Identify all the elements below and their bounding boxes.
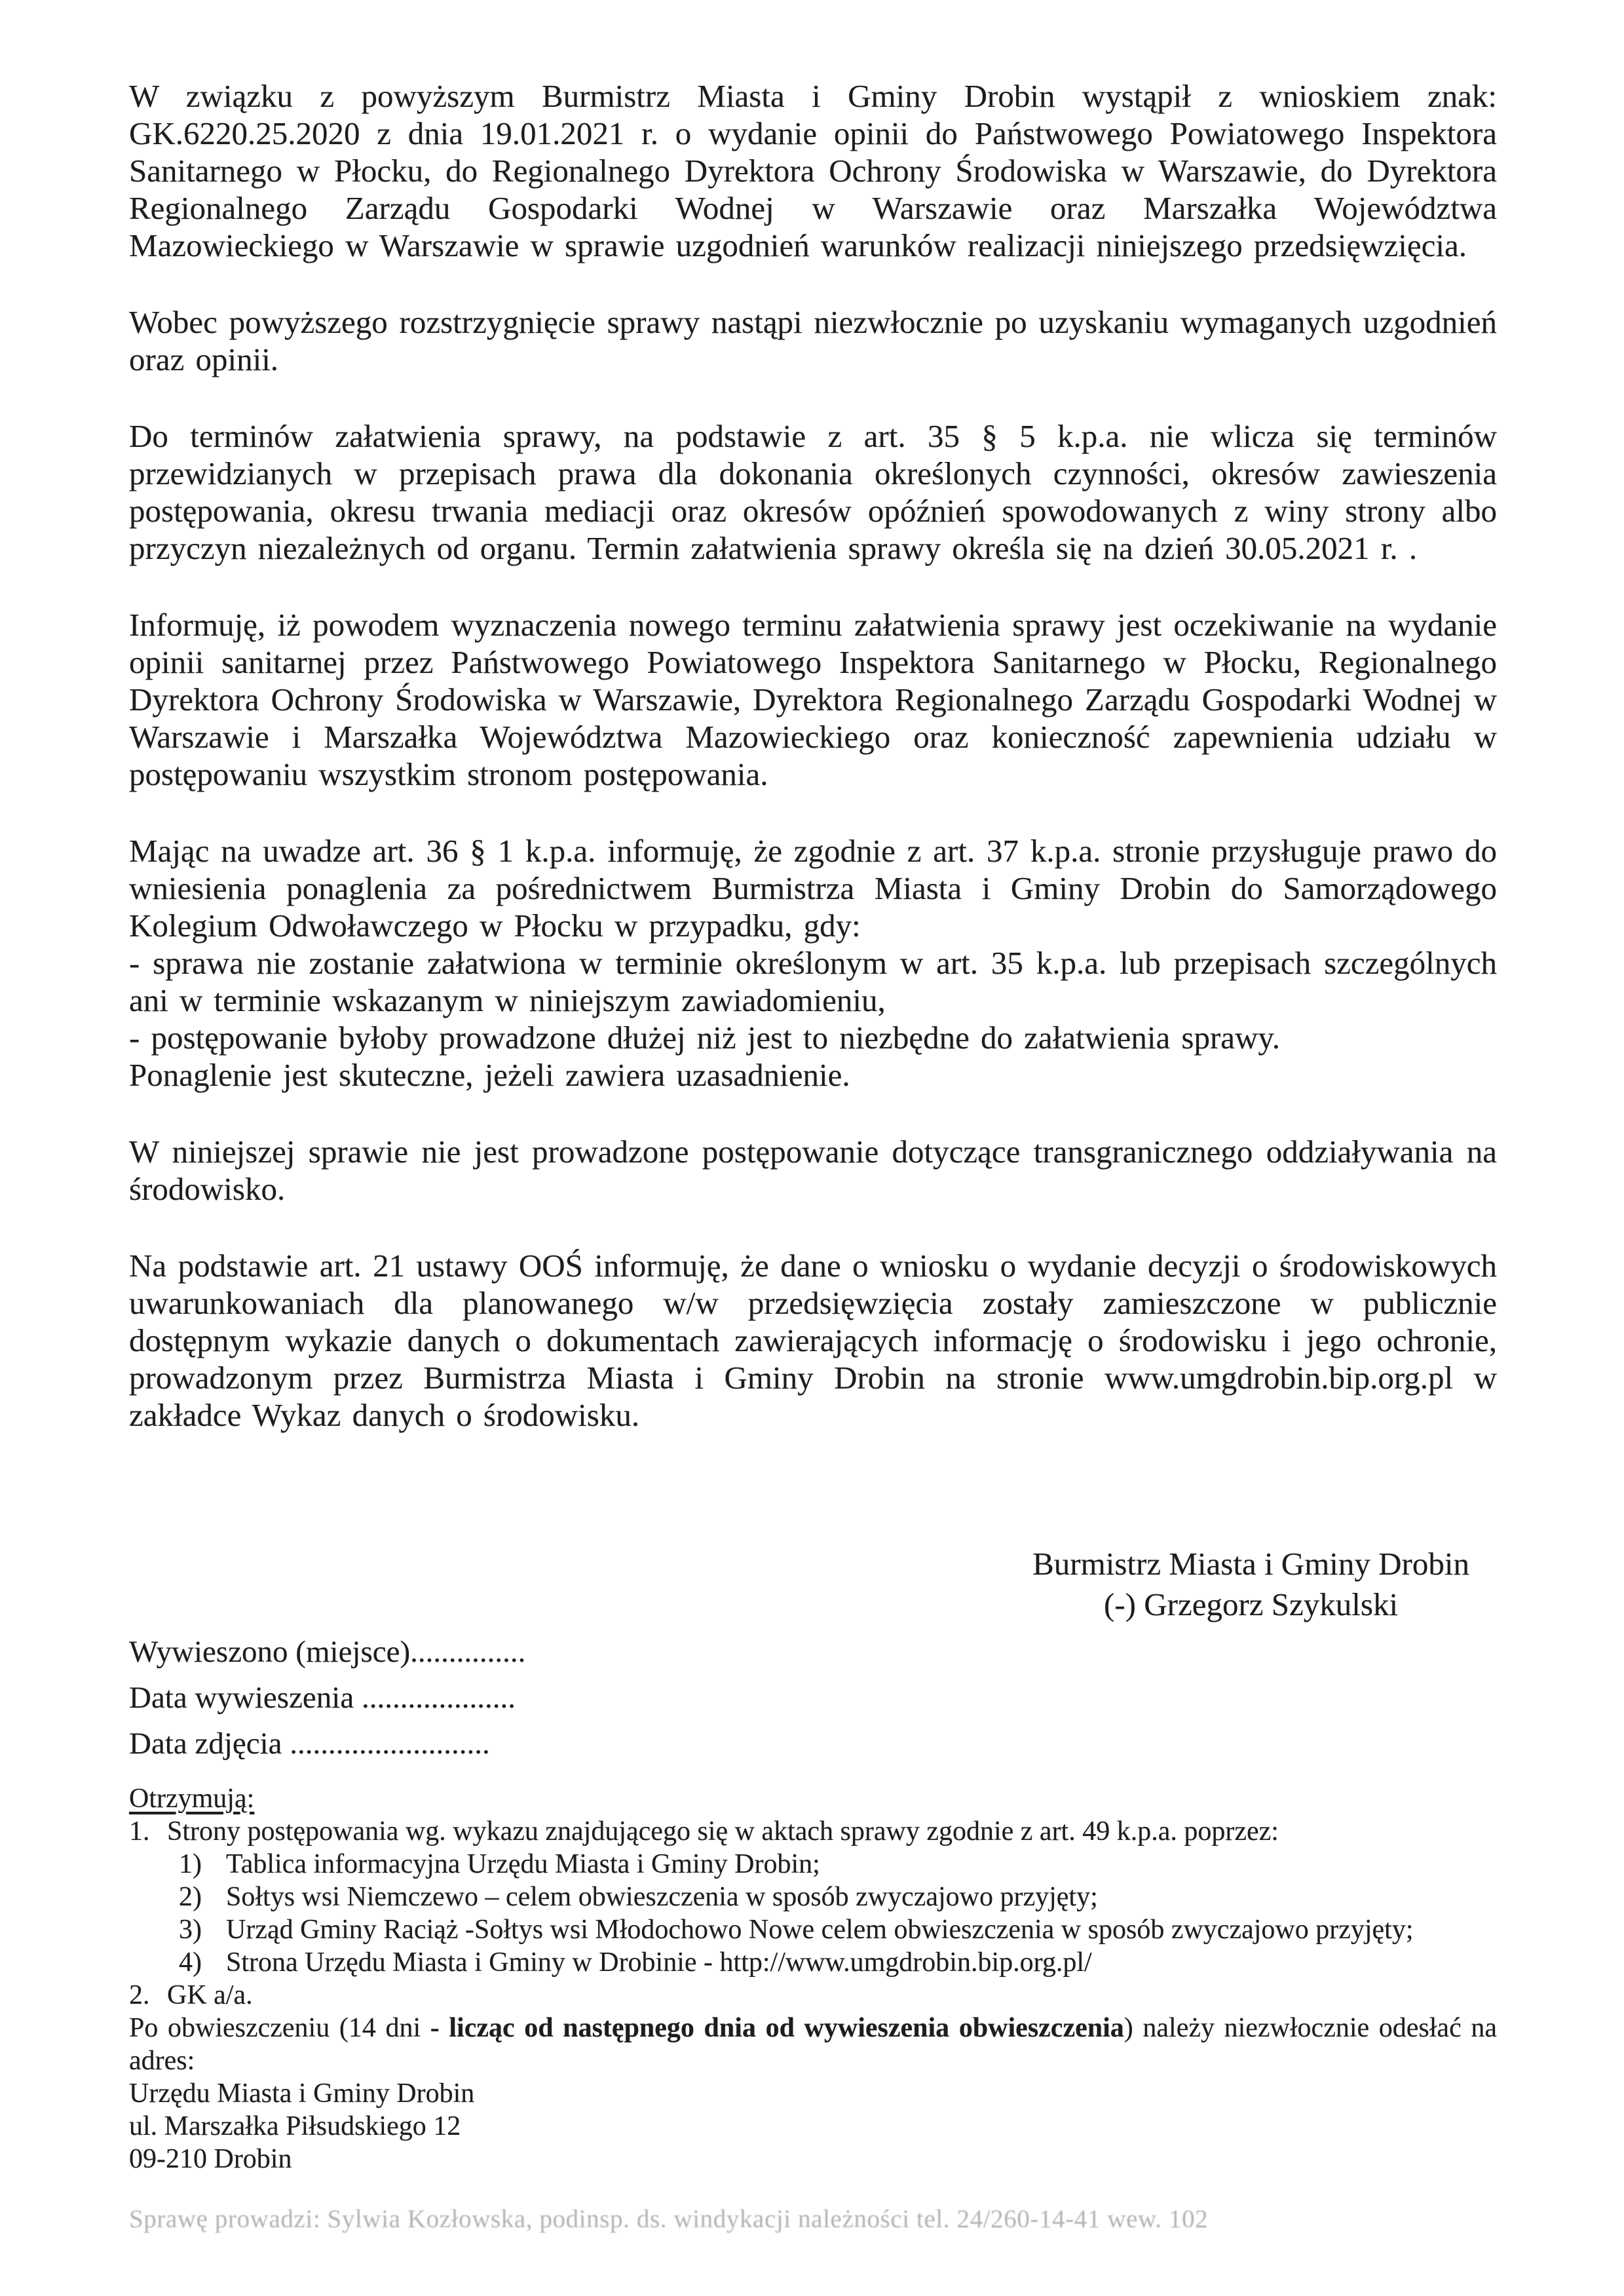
return-address-line-1: Urzędu Miasta i Gminy Drobin — [129, 2078, 475, 2109]
recipient-subitem-text: Urząd Gminy Raciąż -Sołtys wsi Młodochowo Nowe celem obwieszczenia w sposób zwyczajowo przyjęty; — [226, 1915, 1414, 1945]
recipient-subitem — [129, 1946, 1497, 1979]
recipients-item-1-text: Strony postępowania wg. wykazu znajdującego się w aktach sprawy zgodnie z art. 49 k.p.a. poprzez: — [167, 1816, 1279, 1846]
reminder-case-2: - postępowanie byłoby prowadzone dłużej niż jest to niezbędne do załatwienia sprawy. — [129, 1020, 1280, 1056]
posting-date-line: Data wywieszenia .................... — [129, 1681, 516, 1715]
recipients-item-1 — [129, 1815, 1497, 1848]
paragraph-request: W związku z powyższym Burmistrz Miasta i Gminy Drobin wystąpił z wnioskiem znak: GK.6220.25.2020 z dnia 19.01.2021 r. o wydanie opinii do Państwowego Powiatowego Inspektora Sanitarnego w Płocku, do Regionalnego Dyrektora Ochrony Środowiska w Warszawie, do Dyrektora Regionalnego Zarządu Gospodarki Wodnej w Warszawie oraz Marszałka Województwa Mazowieckiego w Warszawie w sprawie uzgodnień warunków realizacji niniejszego przedsięwzięcia. — [129, 78, 1497, 263]
signature-block — [1032, 1544, 1469, 1625]
footnote-case-handler: Sprawę prowadzi: Sylwia Kozłowska, podinsp. ds. windykacji należności tel. 24/260-14-41 wew. 102 — [129, 2205, 1209, 2233]
removal-date-line: Data zdjęcia .......................... — [129, 1727, 490, 1761]
signature-name: (-) Grzegorz Szykulski — [1104, 1586, 1399, 1622]
return-address-line-3: 09-210 Drobin — [129, 2144, 292, 2174]
recipient-subitem-number: 3) — [179, 1915, 202, 1945]
recipients-item-1-number: 1. — [129, 1816, 150, 1846]
recipients-item-2-text: GK a/a. — [167, 1980, 253, 2010]
recipient-subitem — [129, 1881, 1497, 1913]
paragraph-deadlines: Do terminów załatwienia sprawy, na podstawie z art. 35 § 5 k.p.a. nie wlicza się terminów przewidzianych w przepisach prawa dla dokonania określonych czynności, okresów zawieszenia postępowania, okresu trwania mediacji oraz okresów opóźnień spowodowanych z winy strony albo przyczyn niezależnych od organu. Termin załatwienia sprawy określa się na dzień 30.05.2021 r. . — [129, 418, 1497, 566]
return-note-bold-segment: - licząc od następnego dnia od wywieszenia obwieszczenia — [430, 2013, 1124, 2043]
reminder-block — [129, 832, 1497, 1094]
recipient-subitem — [129, 1913, 1497, 1946]
recipient-subitem-text: Sołtys wsi Niemczewo – celem obwieszczenia w sposób zwyczajowo przyjęty; — [226, 1882, 1098, 1912]
posting-place-line: Wywieszono (miejsce)............... — [129, 1635, 526, 1669]
paragraph-new-deadline-reason: Informuję, iż powodem wyznaczenia nowego terminu załatwienia sprawy jest oczekiwanie na wydanie opinii sanitarnej przez Państwowego Powiatowego Inspektora Sanitarnego w Płocku, Regionalnego Dyrektora Ochrony Środowiska w Warszawie, Dyrektora Regionalnego Zarządu Gospodarki Wodnej w Warszawie i Marszałka Województwa Mazowieckiego oraz konieczność zapewnienia udziału w postępowaniu wszystkim stronom postępowania. — [129, 607, 1497, 792]
paragraph-public-register: Na podstawie art. 21 ustawy OOŚ informuję, że dane o wniosku o wydanie decyzji o środowiskowych uwarunkowaniach dla planowanego w/w przedsięwzięcia zostały zamieszczone w publicznie dostępnym wykazie danych o dokumentach zawierających informację o środowisku i jego ochronie, prowadzonym przez Burmistrza Miasta i Gminy Drobin na stronie www.umgdrobin.bip.org.pl w zakładce Wykaz danych o środowisku. — [129, 1248, 1497, 1433]
recipient-subitem-number: 2) — [179, 1882, 202, 1912]
paragraph-resolution: Wobec powyższego rozstrzygnięcie sprawy nastąpi niezwłocznie po uzyskaniu wymaganych uzgodnień oraz opinii. — [129, 304, 1497, 377]
recipients-item-2 — [129, 1979, 1497, 2012]
recipient-subitem-text: Tablica informacyjna Urzędu Miasta i Gminy Drobin; — [226, 1849, 820, 1879]
return-note-suffix: ) należy niezwłocznie odesłać na adres: — [129, 2013, 1497, 2076]
reminder-case-1: - sprawa nie zostanie załatwiona w terminie określonym w art. 35 k.p.a. lub przepisach szczególnych ani w terminie wskazanym w niniejszym zawiadomieniu, — [129, 945, 1497, 1018]
posting-fields — [129, 1629, 1497, 1767]
signature-title: Burmistrz Miasta i Gminy Drobin — [1032, 1546, 1469, 1582]
document-content — [129, 77, 1497, 2234]
recipients-heading: Otrzymują: — [129, 1784, 255, 1814]
recipients-section — [129, 1782, 1497, 2175]
return-address-line-2: ul. Marszałka Piłsudskiego 12 — [129, 2111, 461, 2141]
recipient-subitem-number: 1) — [179, 1849, 202, 1879]
recipient-subitem — [129, 1848, 1497, 1881]
recipient-subitem-number: 4) — [179, 1947, 202, 1978]
return-note-prefix: Po obwieszczeniu (14 dni — [129, 2013, 430, 2043]
paragraph-reminder-intro: Mając na uwadze art. 36 § 1 k.p.a. informuję, że zgodnie z art. 37 k.p.a. stronie przysługuje prawo do wniesienia ponaglenia za pośrednictwem Burmistrza Miasta i Gminy Drobin do Samorządowego Kolegium Odwoławczego w Płocku w przypadku, gdy: — [129, 833, 1497, 944]
recipient-subitem-text: Strona Urzędu Miasta i Gminy w Drobinie - http://www.umgdrobin.bip.org.pl/ — [226, 1947, 1092, 1978]
paragraph-transboundary: W niniejszej sprawie nie jest prowadzone postępowanie dotyczące transgranicznego oddziaływania na środowisko. — [129, 1134, 1497, 1207]
paragraph-reminder-outro: Ponaglenie jest skuteczne, jeżeli zawiera uzasadnienie. — [129, 1057, 850, 1093]
recipients-item-2-number: 2. — [129, 1980, 150, 2010]
return-note — [129, 2012, 1497, 2077]
